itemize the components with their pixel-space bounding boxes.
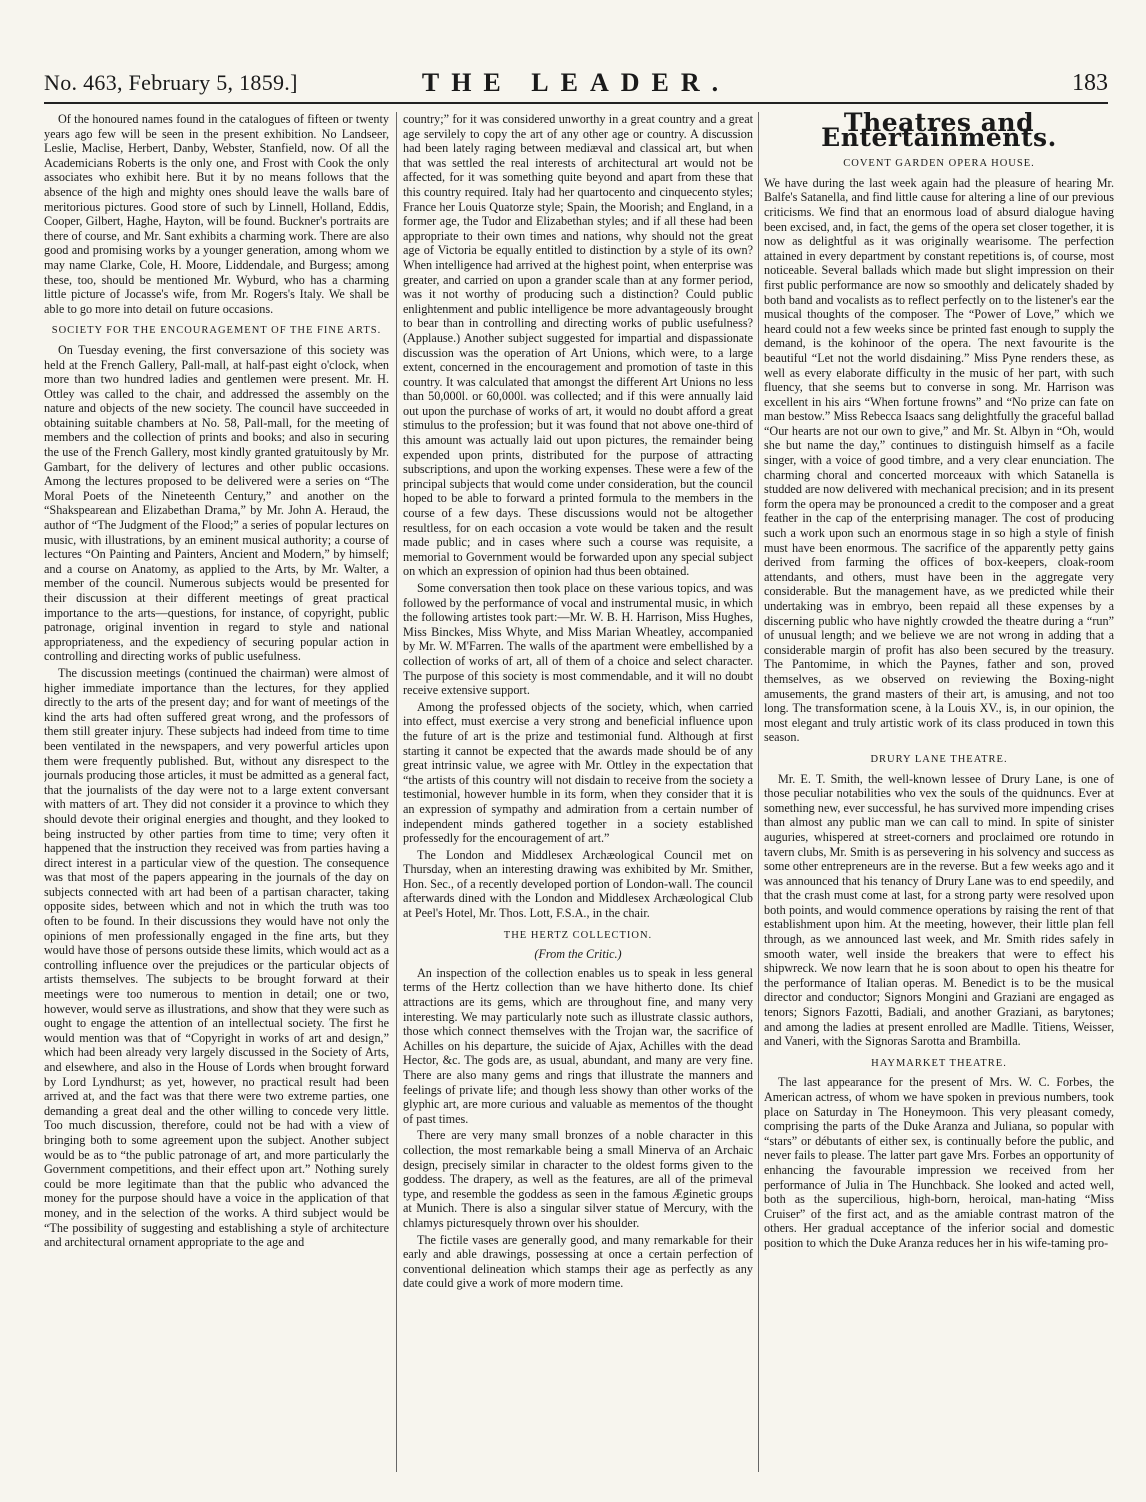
column-3 (764, 112, 1114, 1472)
article-paragraph: Of the honoured names found in the catalogues of fifteen or twenty years ago few will be seen in the present exhibition. No Landseer, Leslie, Maclise, Herbert, Danby, Webster, Stanfield, now. Of all the Academicians Roberts is the only one, and Frost with Cook the only associates who exhibit here. But it by no means follows that the absence of the high and mighty ones should leave the walls bare of meritorious pictures. Good store of such by Linnell, Holland, Eddis, Cooper, Gilbert, Haghe, Hayton, will be found. Buckner's portraits are there of course, and Mr. Sant exhibits a charming work. There are also good and promising works by a younger generation, among whom we may name Clarke, Cole, H. Moore, Liddendale, and Burgess; among these, too, should be mentioned Mr. Wyburd, who has a charming little picture of Jocasse's wife, from Mr. Rogers's Italy. We shall be able to go more into detail on future occasions. (44, 112, 389, 316)
page-header (44, 64, 1108, 104)
section-heading: COVENT GARDEN OPERA HOUSE. (843, 158, 1035, 170)
page-number: 183 (1072, 70, 1108, 96)
section-masthead: Theatres and Entertainments. (821, 112, 1057, 152)
article-paragraph: The last appearance for the present of Mrs. W. C. Forbes, the American actress, of whom we have spoken in previous numbers, took place on Saturday in The Honeymoon. This very pleasant comedy, comprising the parts of the Duke Aranza and Juliana, so popular with “stars” or débutants of either sex, is continually before the public, and never fails to please. The latter part gave Mrs. Forbes an opportunity of enhancing the favourable impression we received from her performance of Julia in The Hunchback. She looked and acted well, both as the supercilious, high-born, heroical, man-hating “Miss Cruiser” of the first act, and as the amiable contrast matron of the others. Her gradual acceptance of the inferior social and domestic position to which the Duke Aranza reduces her in his wife-taming pro- (764, 1075, 1114, 1250)
article-paragraph: Among the professed objects of the society, which, when carried into effect, must exercise a very strong and beneficial influence upon the future of art is the prize and testimonial fund. Although at first starting it cannot be expected that the awards made should be of any great intrinsic value, we agree with Mr. Ottley in the expectation that “the artists of this country will not disdain to receive from the society a testimonial, however humble in its form, when they consider that it is an expression of sympathy and admiration from a certain number of independent minds gathered together in a society established professedly for the encouragement of art.” (403, 699, 753, 846)
article-paragraph: We have during the last week again had the pleasure of hearing Mr. Balfe's Satanella, and find little cause for altering a line of our previous criticisms. We find that an enormous load of absurd dialogue having been excised, and, in fact, the gems of the opera set closer together, it is now as delightful as it was originally wearisome. The perfection attained in every department by constant repetitions is, of course, most noticeable. Several ballads which made but slight impression on their first public performance are now so smoothly and delicately shaded by both band and vocalists as to reflect perfectly on to the listener's ear the musical thoughts of the composer. The “Power of Love,” which we heard could not a few weeks since be printed fast enough to supply the demand, is the kohinoor of the opera. The next favourite is the beautiful “Let not the world disdaining.” Miss Pyne renders these, as well as every elaborate difficulty in the music of her part, with such fluency, that she seems but to converse in song. Mr. Harrison was excellent in his airs “When fortune frowns” and “No prize can fate on man bestow.” Miss Rebecca Isaacs sang delightfully the graceful ballad “Our hearts are not our own to give,” and Mr. St. Albyn in “Oh, would she but name the day,” continues to distinguish himself as a facile singer, with a voice of good timbre, and a very clear enunciation. The charming choral and concerted morceaux with which Satanella is studded are now delivered with mechanical precision; and in its present form the opera may be pronounced a credit to the composer and a great feather in the cap of the enterprising manager. The cost of producing such a work upon such an enormous stage in so high a style of finish must have been enormous. The sacrifice of the apparently petty gains derived from farming the offices of box-keepers, cloak-room attendants, and others, must have been in the aggregate very considerable. But the management have, as we predicted while their undertaking was in embryo, been repaid all these expenses by a discerning public who have nightly crowded the theatre during a “run” of unusual length; and we believe we are not wrong in adding that a considerable margin of profit has also been secured by the treasury. The Pantomime, in which the Paynes, father and son, proved themselves, as we observed on reviewing the Boxing-night amusements, the grand masters of their art, is amusing, and not too long. The transformation scene, à la Louis XV., is, in our opinion, the most elegant and truly artistic work of its class produced in town this season. (764, 175, 1114, 745)
column-2 (403, 112, 753, 1472)
article-paragraph: On Tuesday evening, the first conversazione of this society was held at the French Gallery, Pall-mall, at half-past eight o'clock, when more than two hundred ladies and gentlemen were present. Mr. H. Ottley was called to the chair, and addressed the assembly on the nature and objects of the new society. The council have succeeded in obtaining suitable chambers at No. 58, Pall-mall, for the meeting of members and the collection of prints and books; and also in securing the use of the French Gallery, most kindly granted gratuitously by Mr. Gambart, for the delivery of lectures and other public occasions. Among the lectures proposed to be delivered were a series on “The Moral Poets of the Nineteenth Century,” and another on the “Shakspearean and Elizabethan Drama,” by Mr. John A. Heraud, the author of “The Judgment of the Flood;” a series of popular lectures on music, with illustrations, by an eminent musical authority; a course of lectures “On Painting and Painters, Ancient and Modern,” by himself; and a course on Anatomy, as applied to the Arts, by Mr. Walter, a member of the council. Numerous subjects would be presented for their discussion at their different meetings of great practical importance to the arts—questions, for instance, of copyright, public patronage, original invention in regard to style and national appropriateness, and the expediency of securing popular action in controlling and directing works of public usefulness. (44, 342, 389, 664)
section-heading: THE HERTZ COLLECTION. (503, 929, 653, 941)
article-paragraph: country;” for it was considered unworthy in a great country and a great age servilely to copy the art of any other age or country. A discussion had been lately raging between mediæval and classical art, but when that was settled the real interests of architectural art would not be affected, for it was something quite beyond and apart from these that this country required. Italy had her quartocento and cinquecento styles; France her Louis Quatorze style; Spain, the Moorish; and England, in a former age, the Tudor and Elizabethan styles; and if all these had been appropriate to their own times and nations, why should not the great age of Victoria be equally entitled to distinction by a style of its own? When intelligence had arrived at the highest point, when enterprise was greater, and carried on upon a grander scale than at any former period, was it not worthy of producing such a distinction? Could public enlightenment and public intelligence be more advantageously brought to bear than in controlling and directing works of public usefulness? (Applause.) Another subject suggested for impartial and dispassionate discussion was the operation of Art Unions, which were, to a large extent, concerned in the encouragement and promotion of taste in this country. It was calculated that amongst the different Art Unions no less than 50,000l. or 60,000l. was collected; and if this were annually laid out upon the purchase of works of art, it would no doubt afford a great stimulus to the profession; but it was found that not above one-third of this amount was actually laid out upon pictures, the remainder being expended upon prints, distributed for the purpose of attracting subscriptions, and upon the working expenses. These were a few of the principal subjects that would come under consideration, but the council hoped to be able to forward a printed formula to the members in the course of a few days. These discussions would not be altogether resultless, for on each occasion a vote would be taken and the result made public; and in cases where such a course was requisite, a memorial to Government would be forwarded upon any special subject on which an expression of opinion had thus been obtained. (403, 112, 753, 579)
section-heading: HAYMARKET THEATRE. (871, 1057, 1007, 1069)
publication-title: THE LEADER. (421, 68, 731, 97)
article-paragraph: The London and Middlesex Archæological Council met on Thursday, when an interesting drawing was exhibited by Mr. Smither, Hon. Sec., of a recently developed portion of London-wall. The council afterwards dined with the London and Middlesex Archæological Club at Peel's Hotel, Mr. Thos. Lott, F.S.A., in the chair. (403, 847, 753, 921)
article-paragraph: The fictile vases are generally good, and many remarkable for their early and able drawings, possessing at once a certain perfection of conventional delineation which stamps their age as perfectly as any date could give a work of more modern time. (403, 1232, 753, 1291)
article-paragraph: The discussion meetings (continued the chairman) were almost of higher immediate importance than the lectures, for they applied directly to the arts of the present day; and for want of meetings of the kind the arts had often suffered great wrong, and the professors of them still greater injury. These subjects had indeed from time to time been ventilated in the newspapers, and very powerful articles upon them were frequently published. But, without any disrespect to the journals producing those articles, it must be admitted as a general fact, that the journalists of the day were not to a large extent conversant with matters of art. They did not consider it a province to which they should devote their original energies and thought, and they looked to being instructed by other parties from time to time; very often it happened that the instruction they received was from parties having a direct interest in a particular view of the question. The consequence was that most of the papers appearing in the journals of the day on subjects connected with art had been of a partisan character, taking opposite sides, between which and not in which the truth was too often to be found. In their discussions they would have not only the opinions of men professionally engaged in the fine arts, but they would have those of persons outside these limits, which would act as a controlling influence over the prejudices or the particular objects of artists themselves. The subjects to be brought forward at their meetings were too numerous to mention in detail; one or two, however, would serve as illustrations, and show that they were such as ought to engage the attention of an intellectual society. The first he would mention was that of “Copyright in works of art and design,” which had been already very largely discussed in the Society of Arts, and elsewhere, and also in the House of Lords when brought forward by Lord Lyndhurst; as yet, however, no practical result had been arrived at, and the fact was that there were two extreme parties, one demanding a great deal and the other willing to concede very little. Too much discussion, therefore, could not be had with a view of bringing both to some agreement upon the subject. Another subject would be as to “the public patronage of art, and more particularly the Government competitions, and their effect upon art.” Nothing surely could be more legitimate than that the public who advanced the money for the purpose should have a voice in the application of that money, and in the selection of the works. A third subject would be “The possibility of suggesting and establishing a style of architecture and architectural ornament appropriate to the age and (44, 665, 389, 1250)
column-1 (44, 112, 389, 1472)
article-paragraph: Mr. E. T. Smith, the well-known lessee of Drury Lane, is one of those peculiar notabilities who vex the souls of the quidnuncs. Ever at something new, ever successful, he has survived more impending crises than almost any public man we can call to mind. In spite of sinister auguries, whispered at street-corners and proclaimed ore rotundo in tavern clubs, Mr. Smith is as persevering in his solvency and success as some other entrepreneurs are in the reverse. But a few weeks ago and it was announced that his tenancy of Drury Lane was to end speedily, and that the crash must come at last, for a strong party were resolved upon both points, and would commence operations by raising the rent of that establishment upon him. At the meeting, however, their little plan fell through, as we announced last week, and Mr. Smith rides safely in smooth water, well inside the breakers that were to effect his shipwreck. We now learn that he is soon about to open his theatre for the performance of Italian operas. M. Benedict is to be the musical director and conductor; Signors Mongini and Graziani are engaged as tenors; Signors Fazotti, Badiali, and another Graziani, as barytones; and among the ladies at present enrolled are Madlle. Titiens, Weisser, and Vaneri, with the Signoras Sarotta and Brambilla. (764, 771, 1114, 1049)
source-attribution: (From the Critic.) (534, 947, 622, 962)
issue-info: No. 463, February 5, 1859.] (44, 70, 298, 95)
column-rule (396, 112, 397, 1472)
column-rule (758, 112, 759, 1472)
section-heading: SOCIETY FOR THE ENCOURAGEMENT OF THE FINE ARTS. (51, 325, 382, 337)
article-paragraph: There are very many small bronzes of a noble character in this collection, the most remarkable being a small Minerva of an Archaic design, precisely similar in character to the oldest forms given to the goddess. The drapery, as well as the features, are all of the primeval type, and resemble the goddess as seen in the famous Æginetic groups at Munich. There is also a singular silver statue of Mercury, with the chlamys picturesquely thrown over his shoulder. (403, 1128, 753, 1230)
article-paragraph: An inspection of the collection enables us to speak in less general terms of the Hertz collection than we have hitherto done. Its chief attractions are its gems, which are throughout fine, and many very interesting. We may particularly note such as illustrate classic authors, those which connect themselves with the Trojan war, the sacrifice of Achilles on his departure, the suicide of Ajax, Achilles with the dead Hector, &c. The gods are, as usual, abundant, and many are very fine. There are also many gems and rings that illustrate the manners and feelings of private life; and though less showy than other works of the glyphic art, are more curious and valuable as mementos of the thought of past times. (403, 965, 753, 1126)
section-heading: DRURY LANE THEATRE. (870, 753, 1008, 765)
article-paragraph: Some conversation then took place on these various topics, and was followed by the performance of vocal and instrumental music, in which the following artistes took part:—Mr. W. B. H. Harrison, Miss Hughes, Miss Binckes, Miss Whyte, and Miss Marian Wheatley, accompanied by Mr. W. M'Farren. The walls of the apartment were embellished by a collection of works of art, all of them of a choice and select character. The purpose of this society is most commendable, and it will no doubt receive extensive support. (403, 581, 753, 698)
